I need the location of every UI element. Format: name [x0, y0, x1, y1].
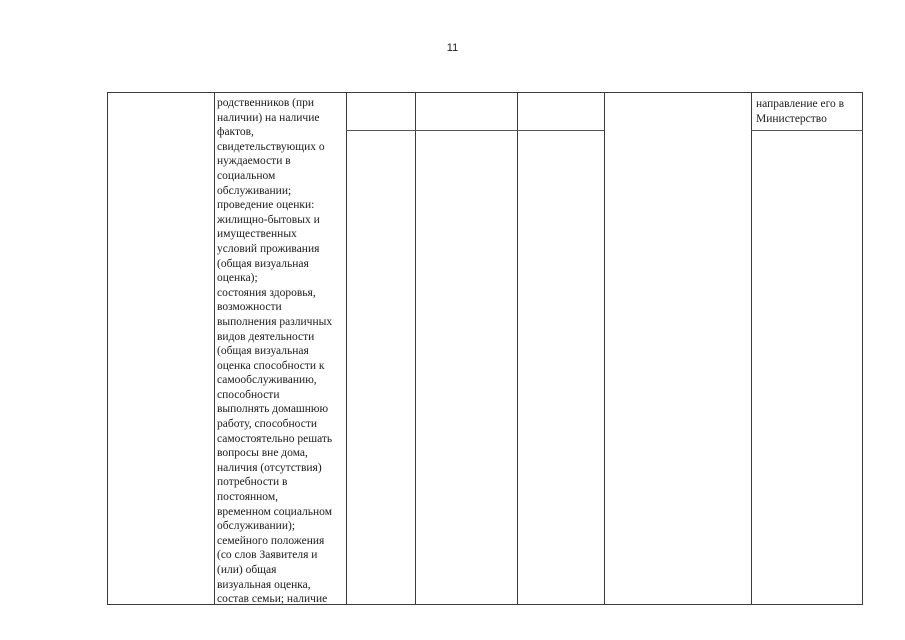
column-divider-4 [517, 92, 518, 605]
column-divider-3 [415, 92, 416, 605]
column-divider-5 [604, 92, 605, 605]
row-divider-last-column [751, 130, 863, 131]
table-cell-procedure-text: родственников (при наличии) на наличие фактов, свидетельствующих о нуждаемости в социальном обслуживании; проведение оценки: жилищно-бытовых и имущественных условий проживания (общая визуальная оценка); состояния здоровья, возможности выполнения различных видов деятельности (общая визуальная оценка способности к самообслуживанию, способности выполнять домашнюю работу, способности самостоятельно решать вопросы вне дома, наличия (отсутствия) потребности в постоянном, временном социальном обслуживании); семейного положения (со слов Заявителя и (или) общая визуальная оценка, состав семьи; наличие [217, 97, 333, 606]
column-divider-1 [214, 92, 215, 605]
column-divider-6 [751, 92, 752, 605]
table-cell-result-text: направление его в Министерство [756, 98, 845, 125]
page-number: 11 [446, 42, 459, 54]
row-divider-middle-columns [346, 130, 604, 131]
